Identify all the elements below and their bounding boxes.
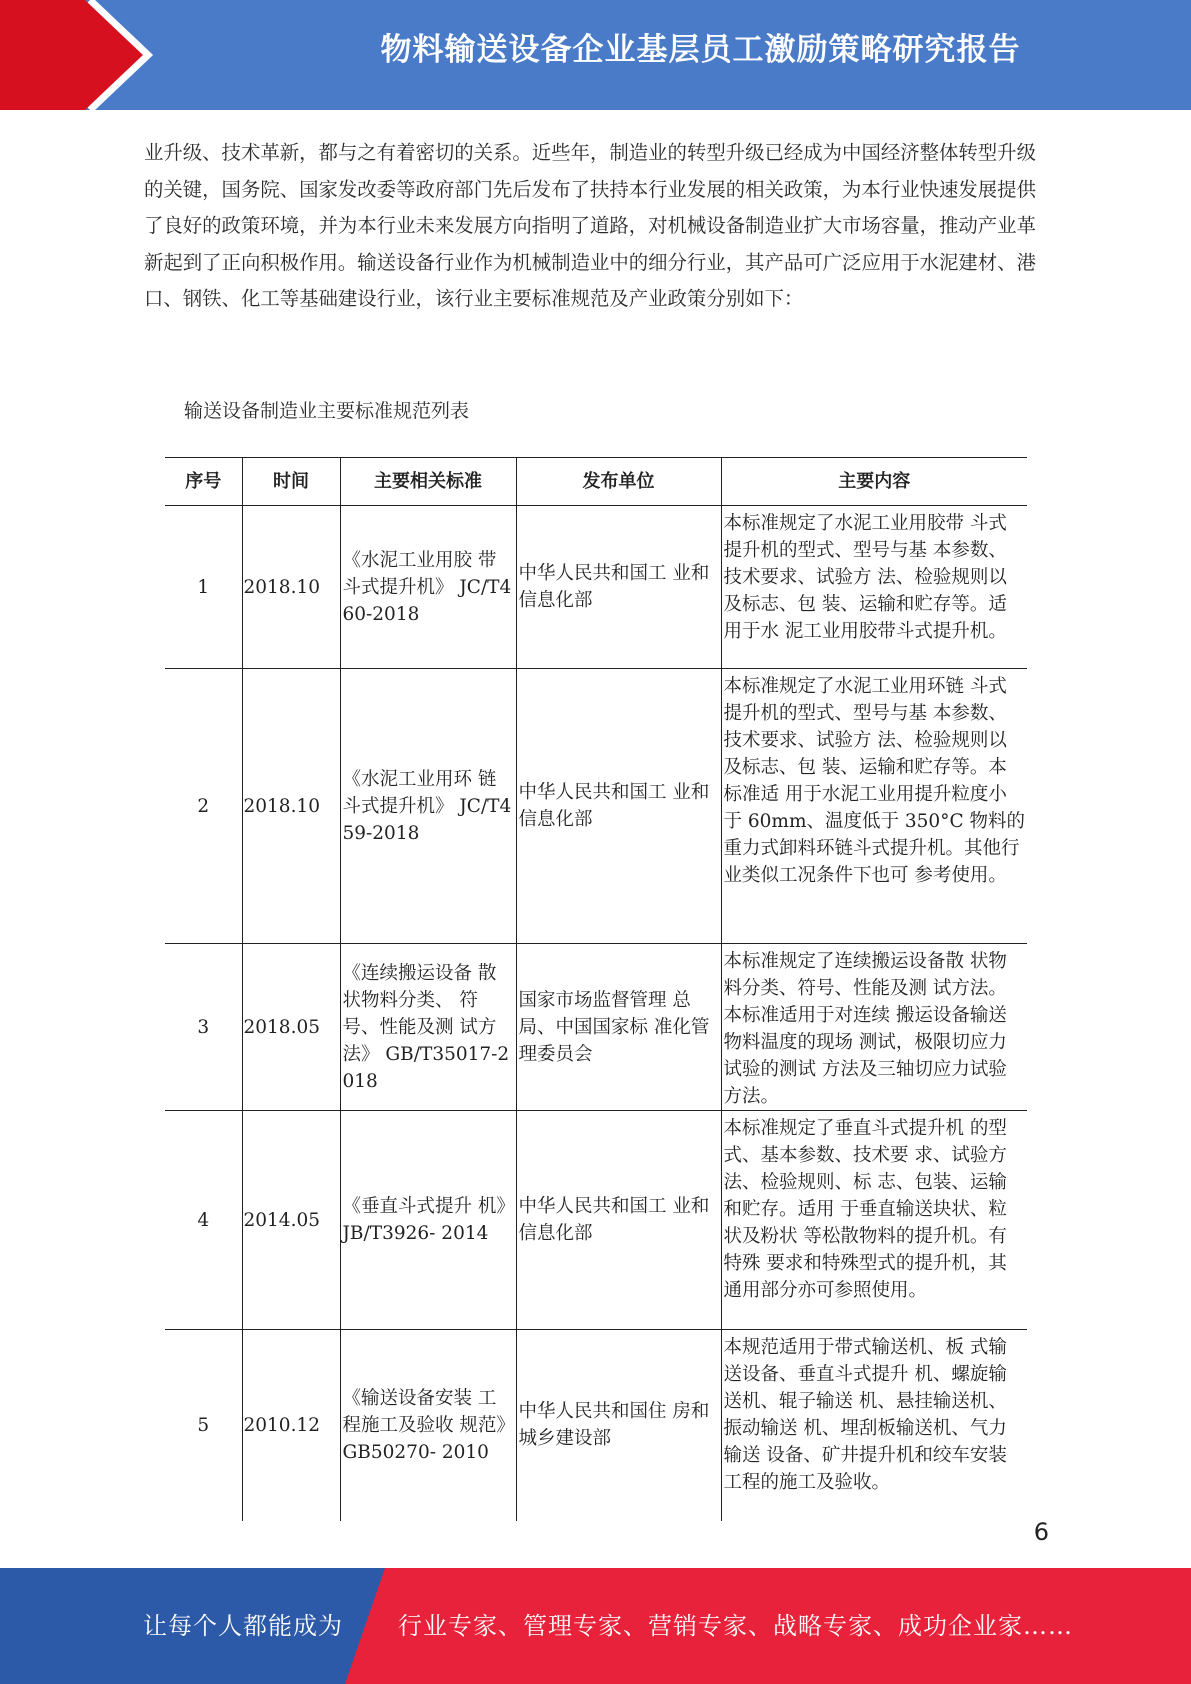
page-header	[0, 0, 1191, 110]
cell-publisher: 中华人民共和国住 房和城乡建设部	[516, 1330, 721, 1521]
cell-standard: 《水泥工业用环 链斗式提升机》 JC/T459-2018	[340, 669, 516, 944]
table-header-row	[165, 458, 1027, 506]
footer-slogan-left: 让每个人都能成为	[143, 1612, 343, 1640]
table-row	[165, 944, 1027, 1111]
cell-date: 2010.12	[242, 1330, 340, 1521]
standards-table	[165, 457, 1027, 1521]
footer-slogan-right: 行业专家、管理专家、营销专家、战略专家、成功企业家……	[398, 1612, 1073, 1640]
cell-content: 本标准规定了垂直斗式提升机 的型式、基本参数、技术要 求、试验方法、检验规则、标 志、包装、运输和贮存。适用 于垂直输送块状、粒状及粉状 等松散物料的提升机。有特殊 要求和特殊型式的提升机，其 通用部分亦可参照使用。	[721, 1111, 1027, 1330]
cell-content: 本标准规定了水泥工业用环链 斗式提升机的型式、型号与基 本参数、技术要求、试验方 法、检验规则以及标志、包 装、运输和贮存等。本标准适 用于水泥工业用提升粒度小于 60mm、温度低于 350°C 物料的 重力式卸料环链斗式提升机。其他行业类似工况条件下也可 参考使用。	[721, 669, 1027, 944]
col-header-publisher: 发布单位	[516, 458, 721, 506]
cell-date: 2018.10	[242, 669, 340, 944]
cell-publisher: 中华人民共和国工 业和信息化部	[516, 669, 721, 944]
cell-date: 2018.05	[242, 944, 340, 1111]
page-footer	[0, 1568, 1191, 1684]
col-header-no: 序号	[165, 458, 242, 506]
table-caption: 输送设备制造业主要标准规范列表	[184, 400, 470, 422]
cell-content: 本规范适用于带式输送机、板 式输送设备、垂直斗式提升 机、螺旋输送机、辊子输送 机、悬挂输送机、振动输送 机、埋刮板输送机、气力输送 设备、矿井提升机和绞车安装 工程的施工及验收。	[721, 1330, 1027, 1521]
table-row	[165, 1330, 1027, 1521]
cell-no: 4	[165, 1111, 242, 1330]
cell-publisher: 中华人民共和国工 业和信息化部	[516, 1111, 721, 1330]
header-title: 物料输送设备企业基层员工激励策略研究报告	[380, 32, 1021, 68]
cell-no: 2	[165, 669, 242, 944]
table-row	[165, 669, 1027, 944]
col-header-date: 时间	[242, 458, 340, 506]
cell-standard: 《连续搬运设备 散状物料分类、 符号、性能及测 试方法》 GB/T35017-2018	[340, 944, 516, 1111]
col-header-standard: 主要相关标准	[340, 458, 516, 506]
cell-publisher: 国家市场监督管理 总局、中国国家标 准化管理委员会	[516, 944, 721, 1111]
intro-paragraph: 业升级、技术革新，都与之有着密切的关系。近些年，制造业的转型升级已经成为中国经济整体转型升级的关键，国务院、国家发改委等政府部门先后发布了扶持本行业发展的相关政策，为本行业快速发展提供了良好的政策环境，并为本行业未来发展方向指明了道路，对机械设备制造业扩大市场容量，推动产业革新起到了正向积极作用。输送设备行业作为机械制造业中的细分行业，其产品可广泛应用于水泥建材、港口、钢铁、化工等基础建设行业，该行业主要标准规范及产业政策分别如下：	[144, 141, 1036, 310]
cell-no: 1	[165, 506, 242, 669]
cell-standard: 《输送设备安装 工程施工及验收 规范》GB50270- 2010	[340, 1330, 516, 1521]
page-number: 6	[1033, 1518, 1049, 1546]
cell-no: 5	[165, 1330, 242, 1521]
table-row	[165, 1111, 1027, 1330]
cell-content: 本标准规定了连续搬运设备散 状物料分类、符号、性能及测 试方法。本标准适用于对连续 搬运设备输送物料温度的现场 测试，极限切应力试验的测试 方法及三轴切应力试验方法。	[721, 944, 1027, 1111]
col-header-content: 主要内容	[721, 458, 1027, 506]
cell-no: 3	[165, 944, 242, 1111]
cell-date: 2014.05	[242, 1111, 340, 1330]
cell-standard: 《水泥工业用胶 带斗式提升机》 JC/T460-2018	[340, 506, 516, 669]
cell-content: 本标准规定了水泥工业用胶带 斗式提升机的型式、型号与基 本参数、技术要求、试验方 法、检验规则以及标志、包 装、运输和贮存等。适用于水 泥工业用胶带斗式提升机。	[721, 506, 1027, 669]
cell-publisher: 中华人民共和国工 业和信息化部	[516, 506, 721, 669]
cell-standard: 《垂直斗式提升 机》JB/T3926- 2014	[340, 1111, 516, 1330]
table-row	[165, 506, 1027, 669]
cell-date: 2018.10	[242, 506, 340, 669]
